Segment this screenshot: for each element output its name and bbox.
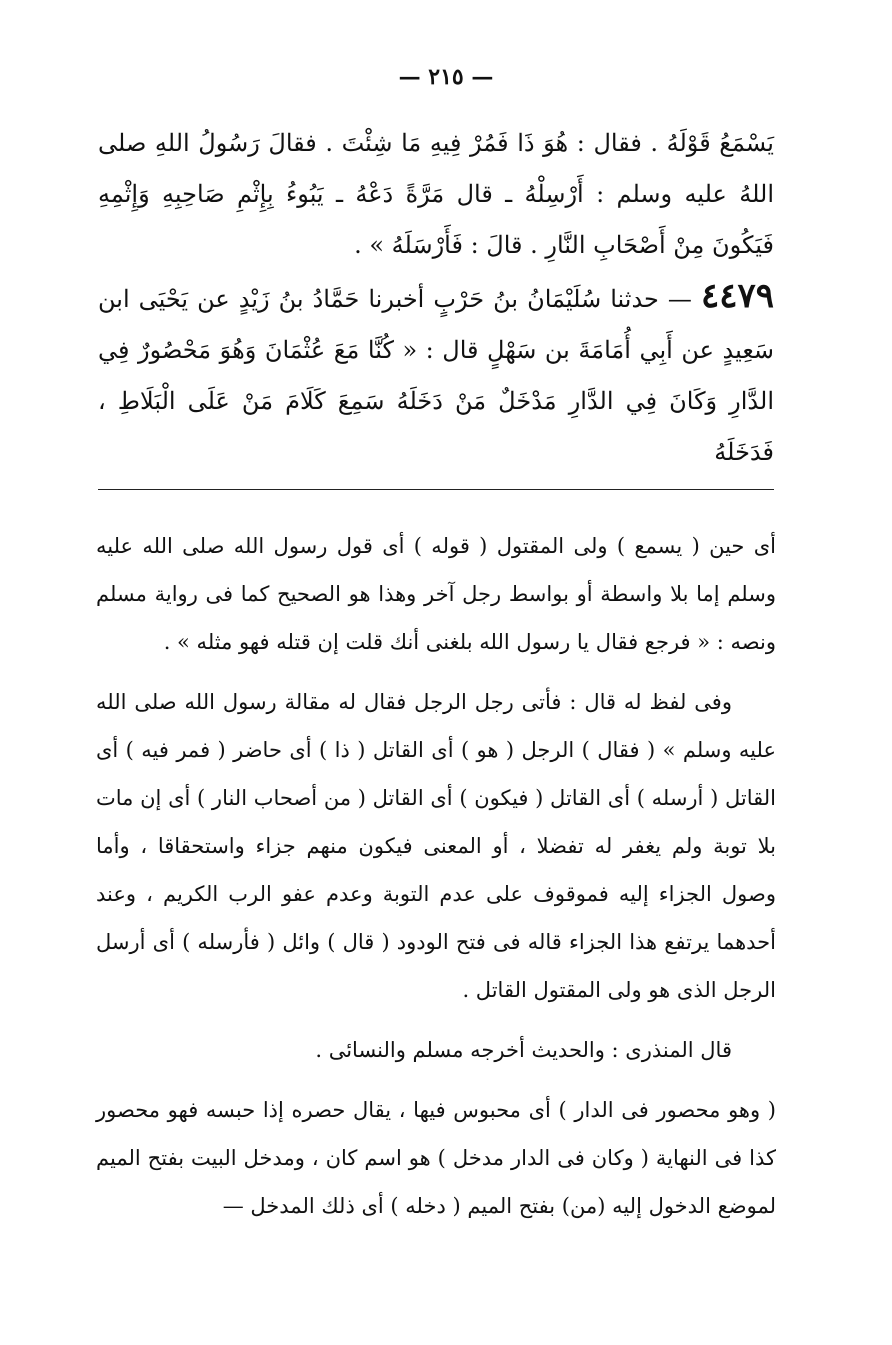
hadith-text-block [98,118,774,478]
hadith-continuation: يَسْمَعُ قَوْلَهُ . فقال : هُوَ ذَا فَمُرْ فِيهِ مَا شِئْتَ . فقالَ رَسُولُ اللهِ صلى اللهُ عليه وسلم : أَرْسِلْهُ ـ قال مَرَّةً دَعْهُ ـ يَبُوءُ بِإِثْمِ صَاحِبِهِ وَإِثْمِهِ فَيَكُونَ مِنْ أَصْحَابِ النَّارِ . قالَ : فَأَرْسَلَهُ » . [98,129,774,259]
commentary-paragraph-3: قال المنذرى : والحديث أخرجه مسلم والنسائى . [315,1038,732,1062]
page-number: — ٢١٥ — [398,64,494,90]
commentary-paragraph-2: وفى لفظ له قال : فأتى رجل الرجل فقال له مقالة رسول الله صلى الله عليه وسلم » ( فقال ) الرجل ( هو ) أى القاتل ( ذا ) أى حاضر ( فمر فيه ) أى القاتل ( أرسله ) أى القاتل ( فيكون ) أى القاتل ( من أصحاب النار ) أى إن مات بلا توبة ولم يغفر له تفضلا ، أو المعنى فيكون منهم جزاء واستحقاقا ، وأما وصول الجزاء إليه فموقوف على عدم التوبة وعدم عفو الرب الكريم ، وعند أحدهما يرتفع هذا الجزاء قاله فى فتح الودود ( قال ) وائل ( فأرسله ) أى أرسل الرجل الذى هو ولى المقتول القاتل . [96,690,776,1002]
commentary-block [96,522,776,1242]
commentary-paragraph-1: أى حين ( يسمع ) ولى المقتول ( قوله ) أى قول رسول الله صلى الله عليه وسلم إما بلا واسطة أو بواسط رجل آخر وهذا هو الصحيح كما فى رواية مسلم ونصه : « فرجع فقال يا رسول الله بلغنى أنك قلت إن قتله فهو مثله » . [96,534,776,654]
hadith-chain-and-text: — حدثنا سُلَيْمَانُ بنُ حَرْبٍ أخبرنا حَمَّادُ بنُ زَيْدٍ عن يَحْيَى ابن سَعِيدٍ عن أَبِي أُمَامَةَ بن سَهْلٍ قال : « كُنَّا مَعَ عُثْمَانَ وَهُوَ مَحْصُورٌ فِي الدَّارِ وَكَانَ فِي الدَّارِ مَدْخَلٌ مَنْ دَخَلَهُ سَمِعَ كَلَامَ مَنْ عَلَى الْبَلَاطِ ، فَدَخَلَهُ [98,285,775,466]
hadith-number: ٤٤٧٩ [700,276,774,316]
commentary-paragraph-4: ( وهو محصور فى الدار ) أى محبوس فيها ، يقال حصره إذا حبسه فهو محصور كذا فى النهاية ( وكان فى الدار مدخل ) هو اسم كان ، ومدخل البيت بفتح الميم لموضع الدخول إليه (من) بفتح الميم ( دخله ) أى ذلك المدخل — [96,1098,776,1218]
footnote-divider [98,489,774,490]
hadith-entry [98,271,774,478]
